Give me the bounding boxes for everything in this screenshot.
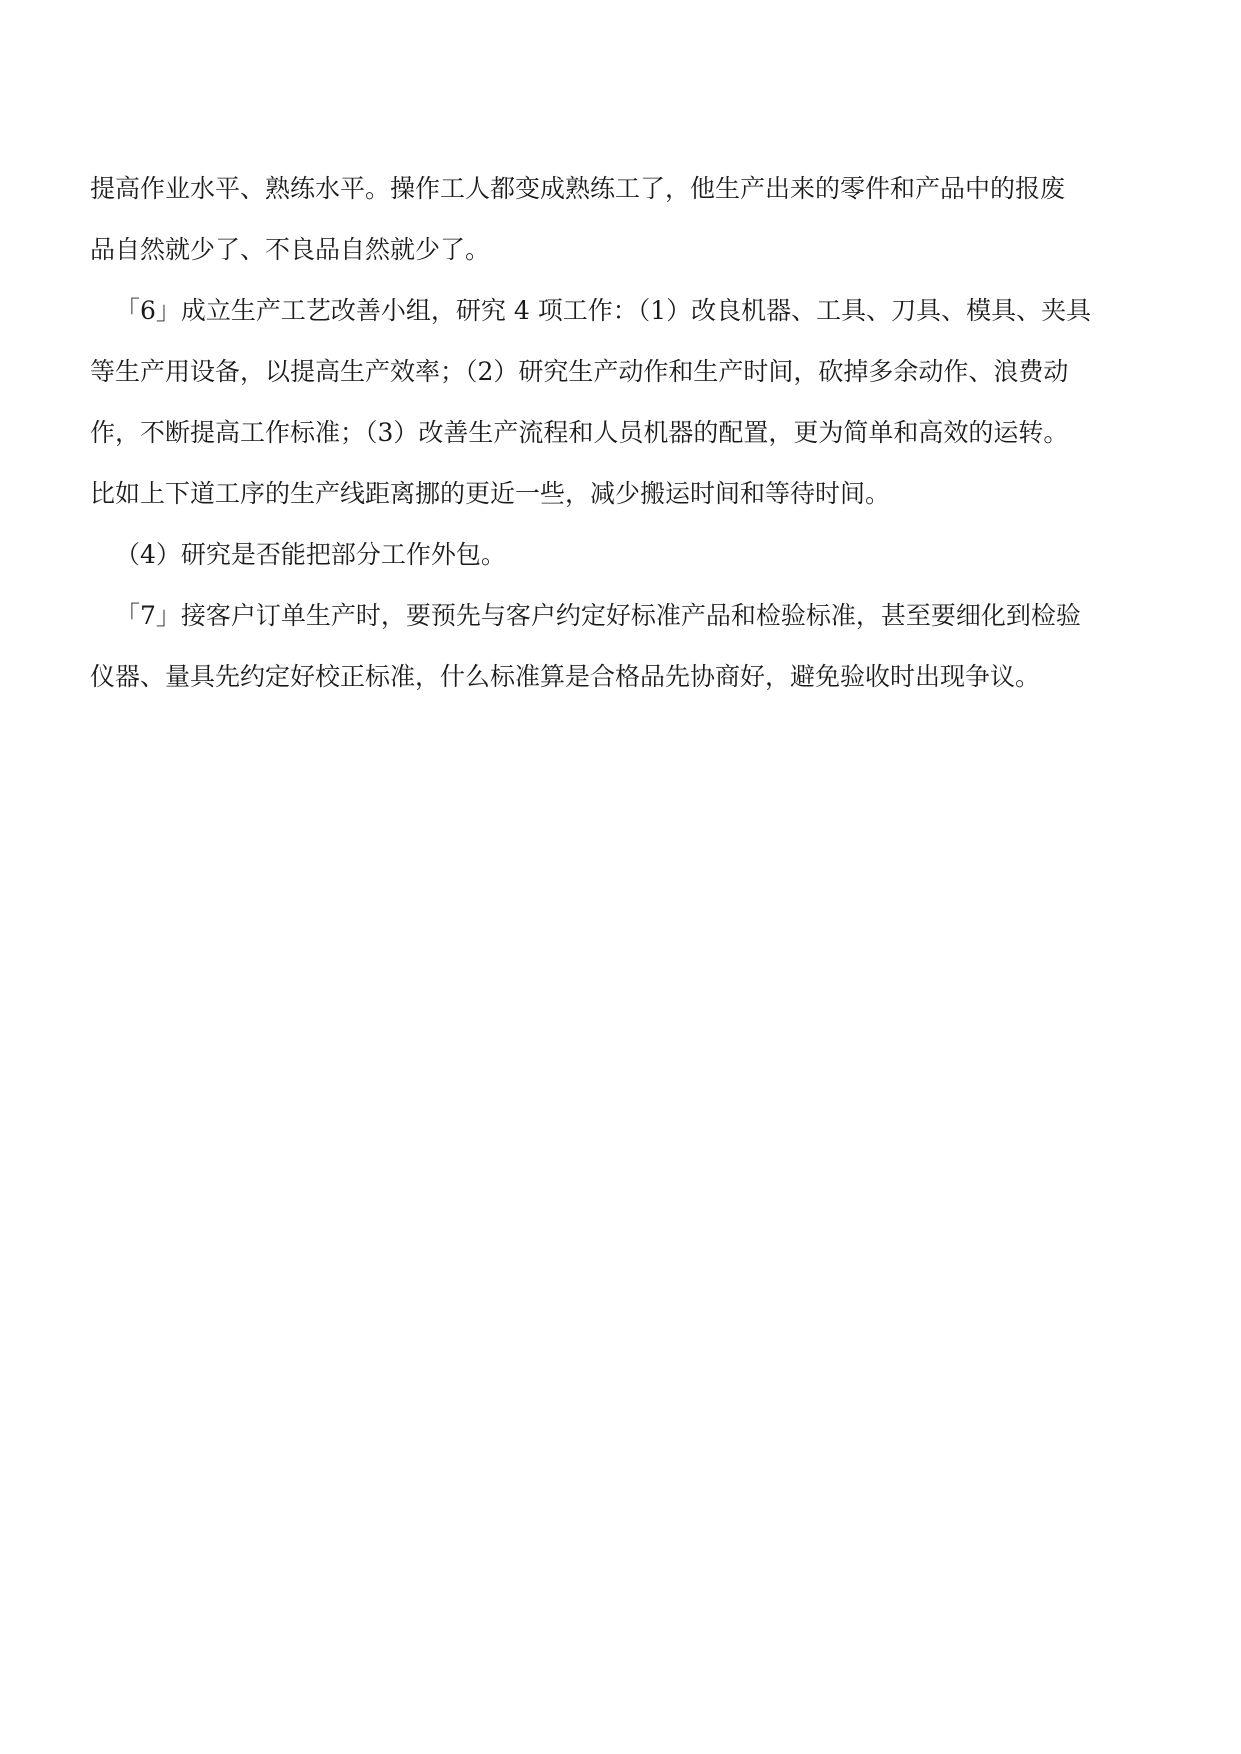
paragraph-4-cont [90, 646, 1152, 707]
text-line: 等生产用设备，以提高生产效率；（2）研究生产动作和生产时间，砍掉多余动作、浪费动 [90, 357, 1069, 386]
text-line: 「7」接客户订单生产时，要预先与客户约定好标准产品和检验标准，甚至要细化到检验 [115, 601, 1081, 630]
text-line: 提高作业水平、熟练水平。操作工人都变成熟练工了，他生产出来的零件和产品中的报废 [90, 174, 1066, 203]
paragraph-1 [90, 158, 1152, 280]
paragraph-2 [90, 280, 1152, 341]
text-line: （4）研究是否能把部分工作外包。 [115, 540, 506, 569]
text-line: 仪器、量具先约定好校正标准，什么标准算是合格品先协商好，避免验收时出现争议。 [90, 662, 1041, 691]
text-line: 作，不断提高工作标准；（3）改善生产流程和人员机器的配置，更为简单和高效的运转。 [90, 418, 1069, 447]
document-body [90, 158, 1152, 707]
text-line: 品自然就少了、不良品自然就少了。 [90, 235, 491, 264]
text-line: 「6」成立生产工艺改善小组，研究 4 项工作：（1）改良机器、工具、刀具、模具、夹具 [115, 296, 1092, 325]
paragraph-2-cont [90, 341, 1152, 524]
paragraph-3 [90, 524, 1152, 585]
text-line: 比如上下道工序的生产线距离挪的更近一些，减少搬运时间和等待时间。 [90, 479, 891, 508]
paragraph-4 [90, 585, 1152, 646]
